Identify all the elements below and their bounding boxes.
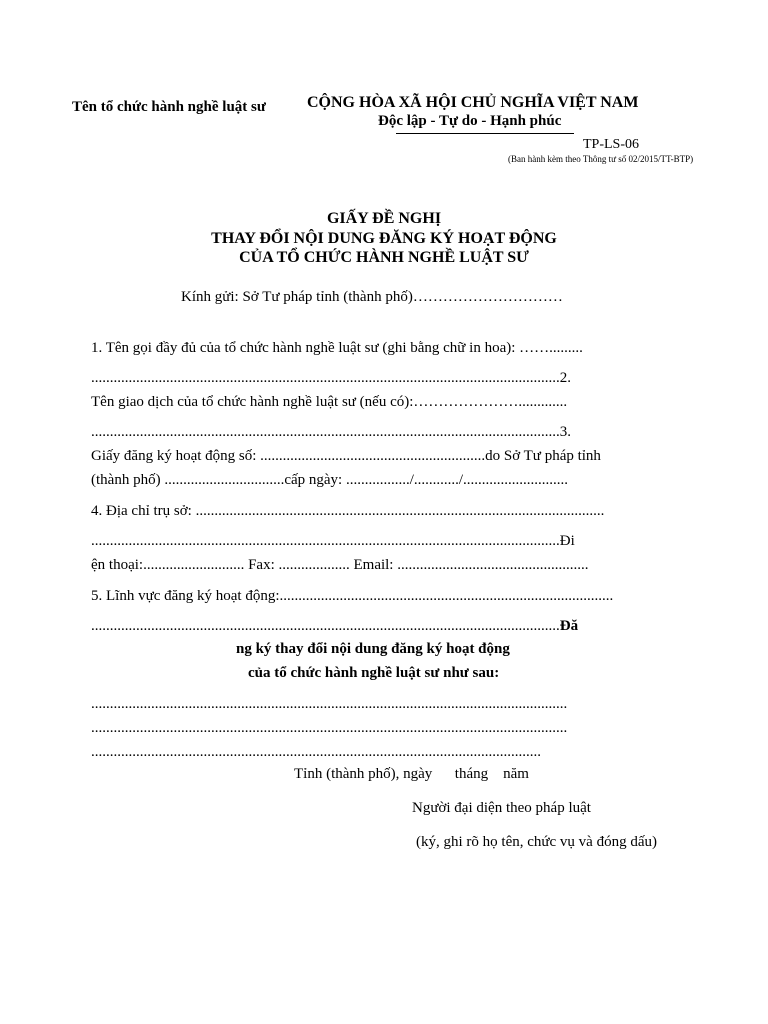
document-title-line1: GIẤY ĐỀ NGHỊ bbox=[326, 210, 442, 227]
change-heading-start: Đă bbox=[559, 618, 579, 634]
dotted-line: ........................................................................................................................ bbox=[91, 744, 541, 760]
dotted-line: ............................................................................................................................... bbox=[91, 720, 568, 736]
dotted-line: .............................................................................................................................2. bbox=[91, 370, 571, 386]
issue-date-field: (thành phố) ................................cấp ngày: ................./............/............................ bbox=[91, 472, 569, 488]
signature-note: (ký, ghi rõ họ tên, chức vụ và đóng dấu) bbox=[416, 834, 657, 850]
dotted-fill: ............................................................................................................................. bbox=[91, 618, 560, 634]
full-name-field: 1. Tên gọi đầy đủ của tổ chức hành nghề luật sư (ghi bằng chữ in hoa): ……......... bbox=[91, 340, 583, 356]
address-field: 4. Địa chỉ trụ sở: ............................................................................................................. bbox=[91, 503, 605, 519]
document-title-line2: THAY ĐỔI NỘI DUNG ĐĂNG KÝ HOẠT ĐỘNG bbox=[211, 230, 557, 247]
contact-field: ện thoại:........................... Fax: ................... Email: ................................................... bbox=[91, 557, 589, 573]
national-motto: Độc lập - Tự do - Hạnh phúc bbox=[378, 113, 562, 129]
dotted-line bbox=[91, 618, 578, 635]
change-heading: ng ký thay đổi nội dung đăng ký hoạt động bbox=[236, 641, 510, 657]
republic-heading: CỘNG HÒA XÃ HỘI CHỦ NGHĨA VIỆT NAM bbox=[307, 94, 639, 111]
document-title-line3: CỦA TỔ CHỨC HÀNH NGHỀ LUẬT SƯ bbox=[239, 249, 529, 266]
field-of-activity-field: 5. Lĩnh vực đăng ký hoạt động:......................................................................................... bbox=[91, 588, 614, 604]
motto-underline bbox=[396, 133, 574, 134]
trade-name-field: Tên giao dịch của tổ chức hành nghề luật sư (nếu có):…………………............. bbox=[91, 394, 568, 410]
dotted-line: .............................................................................................................................3. bbox=[91, 424, 571, 440]
date-line: Tỉnh (thành phố), ngày tháng năm bbox=[294, 766, 529, 782]
registration-number-field: Giấy đăng ký hoạt động số: ............................................................do Sở Tư pháp tỉnh bbox=[91, 448, 601, 464]
dotted-line: .............................................................................................................................Đi bbox=[91, 533, 575, 549]
organization-name-label: Tên tổ chức hành nghề luật sư bbox=[72, 99, 266, 115]
form-note: (Ban hành kèm theo Thông tư số 02/2015/TT-BTP) bbox=[508, 154, 694, 164]
signer-title: Người đại diện theo pháp luật bbox=[412, 800, 591, 816]
recipient-line: Kính gửi: Sở Tư pháp tỉnh (thành phố)………………………… bbox=[181, 289, 563, 305]
change-heading-line2: của tổ chức hành nghề luật sư như sau: bbox=[248, 665, 500, 681]
dotted-line: ............................................................................................................................... bbox=[91, 696, 568, 712]
form-code: TP-LS-06 bbox=[583, 137, 639, 152]
